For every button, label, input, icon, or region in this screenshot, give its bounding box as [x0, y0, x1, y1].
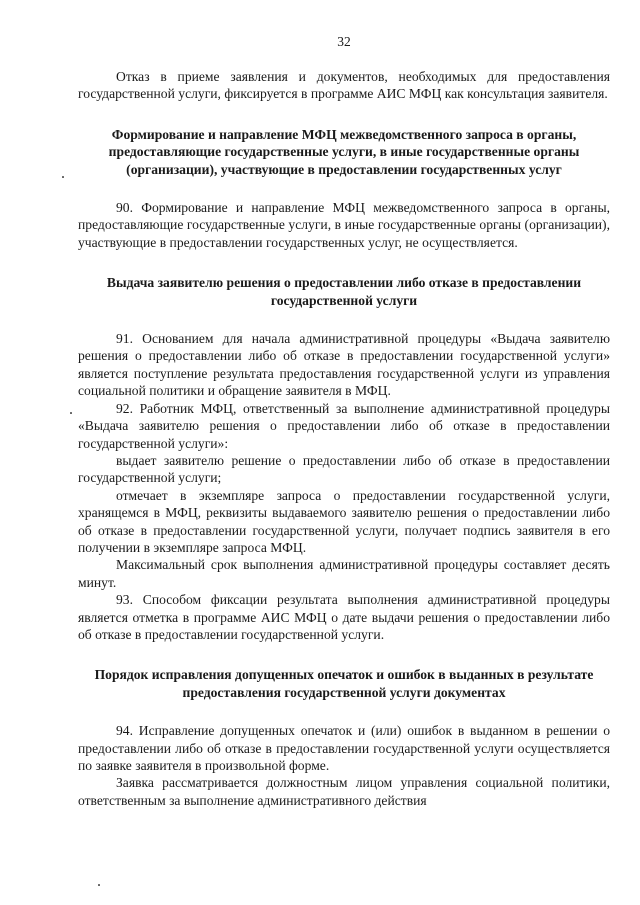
section-heading-correction-procedure: Порядок исправления допущенных опечаток и ошибок в выданных в результате предоставления государственной услуги документах: [94, 667, 594, 700]
paragraph-91: 91. Основанием для начала административной процедуры «Выдача заявителю решения о предоставлении либо об отказе в предоставлении государственной услуги» является поступление результата предоставления государственной услуги из управления социальной политики и обращение заявителя в МФЦ.: [78, 331, 610, 399]
paragraph-90: 90. Формирование и направление МФЦ межведомственного запроса в органы, предоставляющие государственные услуги, в иные государственные органы (организации), участвующие в предоставлении государственных услуг, не осуществляется.: [78, 200, 610, 250]
page-number: 32: [337, 34, 351, 49]
paragraph-94: 94. Исправление допущенных опечаток и (или) ошибок в выданном в решении о предоставлении либо об отказе в предоставлении государственной услуги осуществляется по заявке заявителя в произвольной форме.: [78, 723, 610, 773]
scan-speck: [62, 176, 64, 178]
section-heading-interagency-request: Формирование и направление МФЦ межведомственного запроса в органы, предоставляющие государственные услуги, в иные государственные органы (организации), участвующие в предоставлении государственных услуг: [108, 126, 580, 177]
paragraph-92-marks: отмечает в экземпляре запроса о предоставлении государственной услуги, хранящемся в МФЦ, реквизиты выдаваемого заявителю решения о предоставлении либо об отказе в предоставлении государственной услуги, получает подпись заявителя в его получении в экземпляре запроса МФЦ.: [78, 487, 610, 555]
section-heading-issuing-decision: Выдача заявителю решения о предоставлении либо отказе в предоставлении государственной услуги: [106, 275, 582, 308]
scan-speck: [98, 884, 100, 886]
paragraph-max-duration: Максимальный срок выполнения административной процедуры составляет десять минут.: [78, 557, 610, 590]
paragraph-refusal-note: Отказ в приеме заявления и документов, необходимых для предоставления государственной услуги, фиксируется в программе АИС МФЦ как консультация заявителя.: [78, 69, 610, 102]
paragraph-92: 92. Работник МФЦ, ответственный за выполнение административной процедуры «Выдача заявителю решения о предоставлении либо об отказе в предоставлении государственной услуги»:: [78, 400, 610, 451]
paragraph-application-review: Заявка рассматривается должностным лицом управления социальной политики, ответственным за выполнение административного действия: [78, 775, 610, 808]
scan-speck: [70, 412, 72, 414]
paragraph-92-issues: выдает заявителю решение о предоставлении либо об отказе в предоставлении государственной услуги;: [78, 452, 610, 486]
paragraph-93: 93. Способом фиксации результата выполнения административной процедуры является отметка в программе АИС МФЦ о дате выдачи решения о предоставлении либо об отказе в предоставлении государственной услуги.: [78, 592, 610, 642]
